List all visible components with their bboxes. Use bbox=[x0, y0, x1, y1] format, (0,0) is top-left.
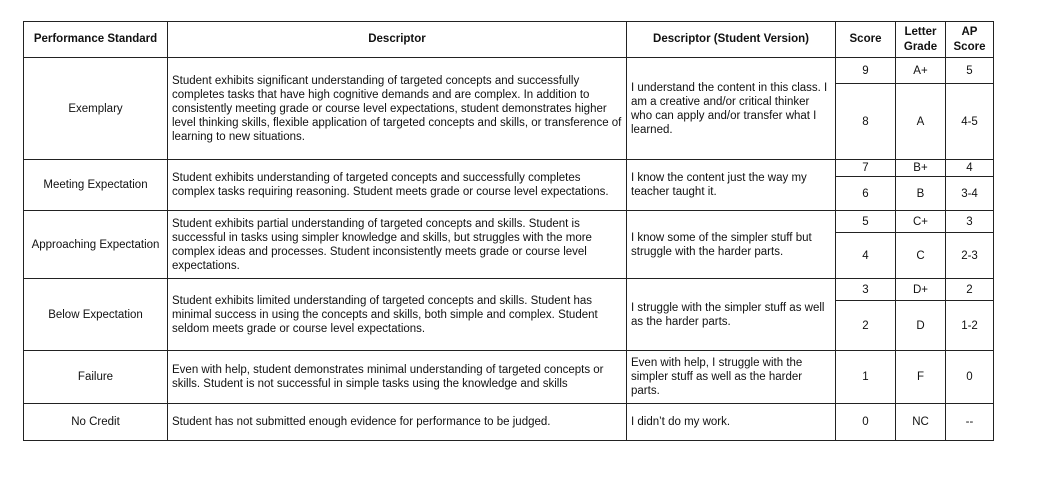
score-cell: 0 bbox=[836, 404, 896, 441]
ap-score-cell: 3-4 bbox=[946, 177, 994, 211]
letter-grade-cell: A+ bbox=[896, 58, 946, 84]
table-row-failure bbox=[24, 351, 994, 404]
standard-approaching-expectation: Approaching Expectation bbox=[24, 211, 168, 279]
standard-failure: Failure bbox=[24, 351, 168, 404]
student-descriptor-below-expectation: I struggle with the simpler stuff as well as the harder parts. bbox=[627, 279, 836, 351]
student-descriptor-exemplary: I understand the content in this class. I am a creative and/or critical thinker who can apply and/or transfer what I learned. bbox=[627, 58, 836, 160]
letter-grade-cell: B+ bbox=[896, 160, 946, 177]
score-cell: 9 bbox=[836, 58, 896, 84]
ap-score-cell: 2-3 bbox=[946, 233, 994, 279]
score-cell: 3 bbox=[836, 279, 896, 301]
header-letter-grade: Letter Grade bbox=[896, 22, 946, 58]
letter-grade-cell: F bbox=[896, 351, 946, 404]
score-cell: 2 bbox=[836, 301, 896, 351]
descriptor-exemplary: Student exhibits significant understanding of targeted concepts and successfully completes tasks that have high cognitive demands and are complex. In addition to consistently meeting grade or course level expectations, student demonstrates higher level thinking skills, flexible application of targeted concepts and skills, or transference of learning to new situations. bbox=[168, 58, 627, 160]
ap-score-cell: 4-5 bbox=[946, 84, 994, 160]
standard-below-expectation: Below Expectation bbox=[24, 279, 168, 351]
header-row bbox=[24, 22, 994, 58]
header-performance-standard: Performance Standard bbox=[24, 22, 168, 58]
standard-exemplary: Exemplary bbox=[24, 58, 168, 160]
score-cell: 1 bbox=[836, 351, 896, 404]
performance-rubric-table bbox=[23, 21, 994, 441]
score-cell: 8 bbox=[836, 84, 896, 160]
ap-score-cell: 1-2 bbox=[946, 301, 994, 351]
letter-grade-cell: C+ bbox=[896, 211, 946, 233]
ap-score-cell: 0 bbox=[946, 351, 994, 404]
table-row-exemplary bbox=[24, 58, 994, 84]
score-cell: 6 bbox=[836, 177, 896, 211]
header-ap-score: AP Score bbox=[946, 22, 994, 58]
letter-grade-cell: D+ bbox=[896, 279, 946, 301]
header-student-version: Descriptor (Student Version) bbox=[627, 22, 836, 58]
descriptor-below-expectation: Student exhibits limited understanding of targeted concepts and skills. Student has minimal success in using the concepts and skills, both simple and complex. Student seldom meets grade or course level expectations. bbox=[168, 279, 627, 351]
rubric-container bbox=[23, 21, 994, 441]
letter-grade-cell: D bbox=[896, 301, 946, 351]
descriptor-approaching-expectation: Student exhibits partial understanding of targeted concepts and skills. Student is successful in tasks using simpler knowledge and skills, but struggles with the more complex ideas and processes. Student inconsistently meets grade or course level expectations. bbox=[168, 211, 627, 279]
ap-score-cell: 2 bbox=[946, 279, 994, 301]
ap-score-cell: 3 bbox=[946, 211, 994, 233]
standard-meeting-expectation: Meeting Expectation bbox=[24, 160, 168, 211]
letter-grade-cell: B bbox=[896, 177, 946, 211]
letter-grade-cell: C bbox=[896, 233, 946, 279]
student-descriptor-meeting-expectation: I know the content just the way my teacher taught it. bbox=[627, 160, 836, 211]
table-row-no-credit bbox=[24, 404, 994, 441]
ap-score-cell: 4 bbox=[946, 160, 994, 177]
letter-grade-cell: NC bbox=[896, 404, 946, 441]
student-descriptor-no-credit: I didn’t do my work. bbox=[627, 404, 836, 441]
student-descriptor-approaching-expectation: I know some of the simpler stuff but struggle with the harder parts. bbox=[627, 211, 836, 279]
table-row-below-expectation bbox=[24, 279, 994, 301]
descriptor-failure: Even with help, student demonstrates minimal understanding of targeted concepts or skills. Student is not successful in simple tasks using the knowledge and skills bbox=[168, 351, 627, 404]
score-cell: 5 bbox=[836, 211, 896, 233]
score-cell: 7 bbox=[836, 160, 896, 177]
header-score: Score bbox=[836, 22, 896, 58]
table-row-approaching-expectation bbox=[24, 211, 994, 233]
student-descriptor-failure: Even with help, I struggle with the simpler stuff as well as the harder parts. bbox=[627, 351, 836, 404]
table-row-meeting-expectation bbox=[24, 160, 994, 177]
ap-score-cell: -- bbox=[946, 404, 994, 441]
score-cell: 4 bbox=[836, 233, 896, 279]
standard-no-credit: No Credit bbox=[24, 404, 168, 441]
header-descriptor: Descriptor bbox=[168, 22, 627, 58]
ap-score-cell: 5 bbox=[946, 58, 994, 84]
letter-grade-cell: A bbox=[896, 84, 946, 160]
descriptor-no-credit: Student has not submitted enough evidence for performance to be judged. bbox=[168, 404, 627, 441]
descriptor-meeting-expectation: Student exhibits understanding of targeted concepts and successfully completes complex tasks requiring reasoning. Student meets grade or course level expectations. bbox=[168, 160, 627, 211]
